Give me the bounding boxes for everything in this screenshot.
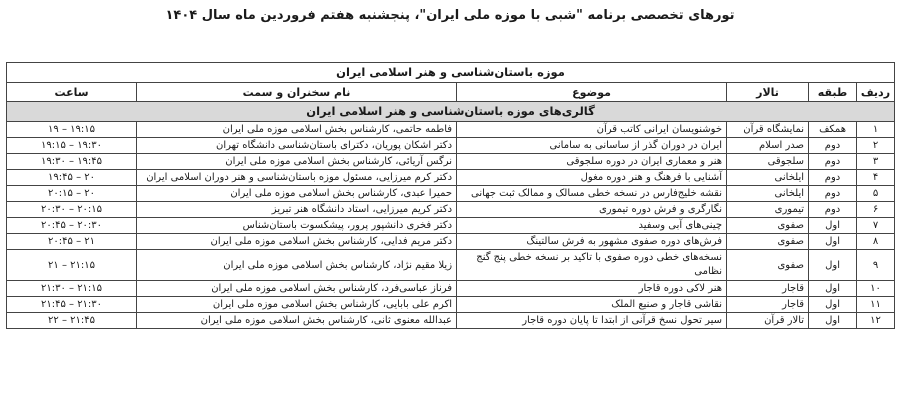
row-number: ۱۱ [857, 297, 895, 313]
hall-cell: صفوی [727, 218, 809, 234]
hall-cell: سلجوقی [727, 154, 809, 170]
museum-name-row [7, 63, 895, 83]
row-number: ۷ [857, 218, 895, 234]
speaker-cell: دکتر اشکان پوریان، دکترای باستان‌شناسی دانشگاه تهران [137, 138, 457, 154]
speaker-cell: عبدالله معنوی ثانی، کارشناس بخش اسلامی موزه ملی ایران [137, 313, 457, 329]
time-cell: ۲۰ – ۲۰:۱۵ [7, 186, 137, 202]
floor-cell: اول [809, 234, 857, 250]
table-row [7, 186, 895, 202]
hall-cell: ایلخانی [727, 186, 809, 202]
hall-cell: صفوی [727, 250, 809, 281]
header-topic: موضوع [457, 83, 727, 102]
row-number: ۶ [857, 202, 895, 218]
header-hall: تالار [727, 83, 809, 102]
floor-cell: اول [809, 218, 857, 234]
hall-cell: قاجار [727, 281, 809, 297]
speaker-cell: زیلا مقیم نژاد، کارشناس بخش اسلامی موزه ملی ایران [137, 250, 457, 281]
time-cell: ۲۰:۳۰ – ۲۰:۴۵ [7, 218, 137, 234]
floor-cell: اول [809, 313, 857, 329]
time-cell: ۲۰ – ۱۹:۴۵ [7, 170, 137, 186]
hall-cell: نمایشگاه قرآن [727, 122, 809, 138]
row-number: ۱۰ [857, 281, 895, 297]
table-row [7, 122, 895, 138]
speaker-cell: فرناز عباسی‌فرد، کارشناس بخش اسلامی موزه ملی ایران [137, 281, 457, 297]
hall-cell: ایلخانی [727, 170, 809, 186]
topic-cell: چینی‌های آبی وسفید [457, 218, 727, 234]
row-number: ۳ [857, 154, 895, 170]
hall-cell: تیموری [727, 202, 809, 218]
topic-cell: هنر و معماری ایران در دوره سلجوقی [457, 154, 727, 170]
speaker-cell: دکتر کریم میرزایی، استاد دانشگاه هنر تبریز [137, 202, 457, 218]
floor-cell: دوم [809, 202, 857, 218]
time-cell: ۱۹:۴۵ – ۱۹:۳۰ [7, 154, 137, 170]
header-floor: طبقه [809, 83, 857, 102]
table-row [7, 250, 895, 281]
header-row-number: ردیف [857, 83, 895, 102]
floor-cell: دوم [809, 170, 857, 186]
hall-cell: صفوی [727, 234, 809, 250]
topic-cell: نقشه خلیج‌فارس در نسخه خطی مسالک و ممالک ثبت جهانی [457, 186, 727, 202]
row-number: ۲ [857, 138, 895, 154]
speaker-cell: دکتر کرم میرزایی، مسئول موزه باستان‌شناسی و هنر دوران اسلامی ایران [137, 170, 457, 186]
topic-cell: نگارگری و فرش دوره تیموری [457, 202, 727, 218]
time-cell: ۲۱:۱۵ – ۲۱ [7, 250, 137, 281]
floor-cell: دوم [809, 154, 857, 170]
topic-cell: فرش‌های دوره صفوی مشهور به فرش سالتینگ [457, 234, 727, 250]
speaker-cell: فاطمه حاتمی، کارشناس بخش اسلامی موزه ملی ایران [137, 122, 457, 138]
row-number: ۹ [857, 250, 895, 281]
speaker-cell: نرگس آریائی، کارشناس بخش اسلامی موزه ملی ایران [137, 154, 457, 170]
hall-cell: تالار قرآن [727, 313, 809, 329]
table-row [7, 313, 895, 329]
section-row [7, 102, 895, 122]
floor-cell: اول [809, 281, 857, 297]
time-cell: ۲۱:۳۰ – ۲۱:۴۵ [7, 297, 137, 313]
header-time: ساعت [7, 83, 137, 102]
header-row [7, 83, 895, 102]
row-number: ۱ [857, 122, 895, 138]
section-title: گالری‌های موزه باستان‌شناسی و هنر اسلامی ایران [7, 102, 895, 122]
floor-cell: دوم [809, 186, 857, 202]
table-row [7, 154, 895, 170]
time-cell: ۲۰:۱۵ – ۲۰:۳۰ [7, 202, 137, 218]
topic-cell: نقاشی قاجار و صنیع الملک [457, 297, 727, 313]
topic-cell: آشنایی با فرهنگ و هنر دوره مغول [457, 170, 727, 186]
hall-cell: صدر اسلام [727, 138, 809, 154]
time-cell: ۲۱ – ۲۰:۴۵ [7, 234, 137, 250]
speaker-cell: دکتر فخری دانشپور پرور، پیشکسوت باستان‌شناس [137, 218, 457, 234]
row-number: ۵ [857, 186, 895, 202]
table-row [7, 297, 895, 313]
floor-cell: دوم [809, 138, 857, 154]
row-number: ۸ [857, 234, 895, 250]
topic-cell: سیر تحول نسخ قرآنی از ابتدا تا پایان دوره قاجار [457, 313, 727, 329]
speaker-cell: دکتر مریم فدایی، کارشناس بخش اسلامی موزه ملی ایران [137, 234, 457, 250]
row-number: ۱۲ [857, 313, 895, 329]
document-title: تورهای تخصصی برنامه "شبی با موزه ملی ایران"، پنجشنبه هفتم فروردین ماه سال ۱۴۰۴ [165, 8, 735, 23]
topic-cell: ایران در دوران گذر از ساسانی به سامانی [457, 138, 727, 154]
speaker-cell: اکرم علی بابایی، کارشناس بخش اسلامی موزه ملی ایران [137, 297, 457, 313]
museum-name: موزه باستان‌شناسی و هنر اسلامی ایران [7, 63, 895, 83]
speaker-cell: حمیرا عبدی، کارشناس بخش اسلامی موزه ملی ایران [137, 186, 457, 202]
time-cell: ۱۹:۳۰ – ۱۹:۱۵ [7, 138, 137, 154]
floor-cell: همکف [809, 122, 857, 138]
table-row [7, 138, 895, 154]
topic-cell: نسخه‌های خطی دوره صفوی با تاکید بر نسخه خطی پنج گنج نظامی [457, 250, 727, 281]
table-row [7, 202, 895, 218]
header-speaker: نام سخنران و سمت [137, 83, 457, 102]
table-row [7, 234, 895, 250]
time-cell: ۱۹:۱۵ – ۱۹ [7, 122, 137, 138]
table-row [7, 170, 895, 186]
schedule-table [6, 62, 895, 329]
floor-cell: اول [809, 250, 857, 281]
row-number: ۴ [857, 170, 895, 186]
hall-cell: قاجار [727, 297, 809, 313]
topic-cell: هنر لاکی دوره قاجار [457, 281, 727, 297]
time-cell: ۲۱:۴۵ – ۲۲ [7, 313, 137, 329]
topic-cell: خوشنویسان ایرانی کاتب قرآن [457, 122, 727, 138]
time-cell: ۲۱:۱۵ – ۲۱:۳۰ [7, 281, 137, 297]
table-row [7, 281, 895, 297]
floor-cell: اول [809, 297, 857, 313]
table-row [7, 218, 895, 234]
